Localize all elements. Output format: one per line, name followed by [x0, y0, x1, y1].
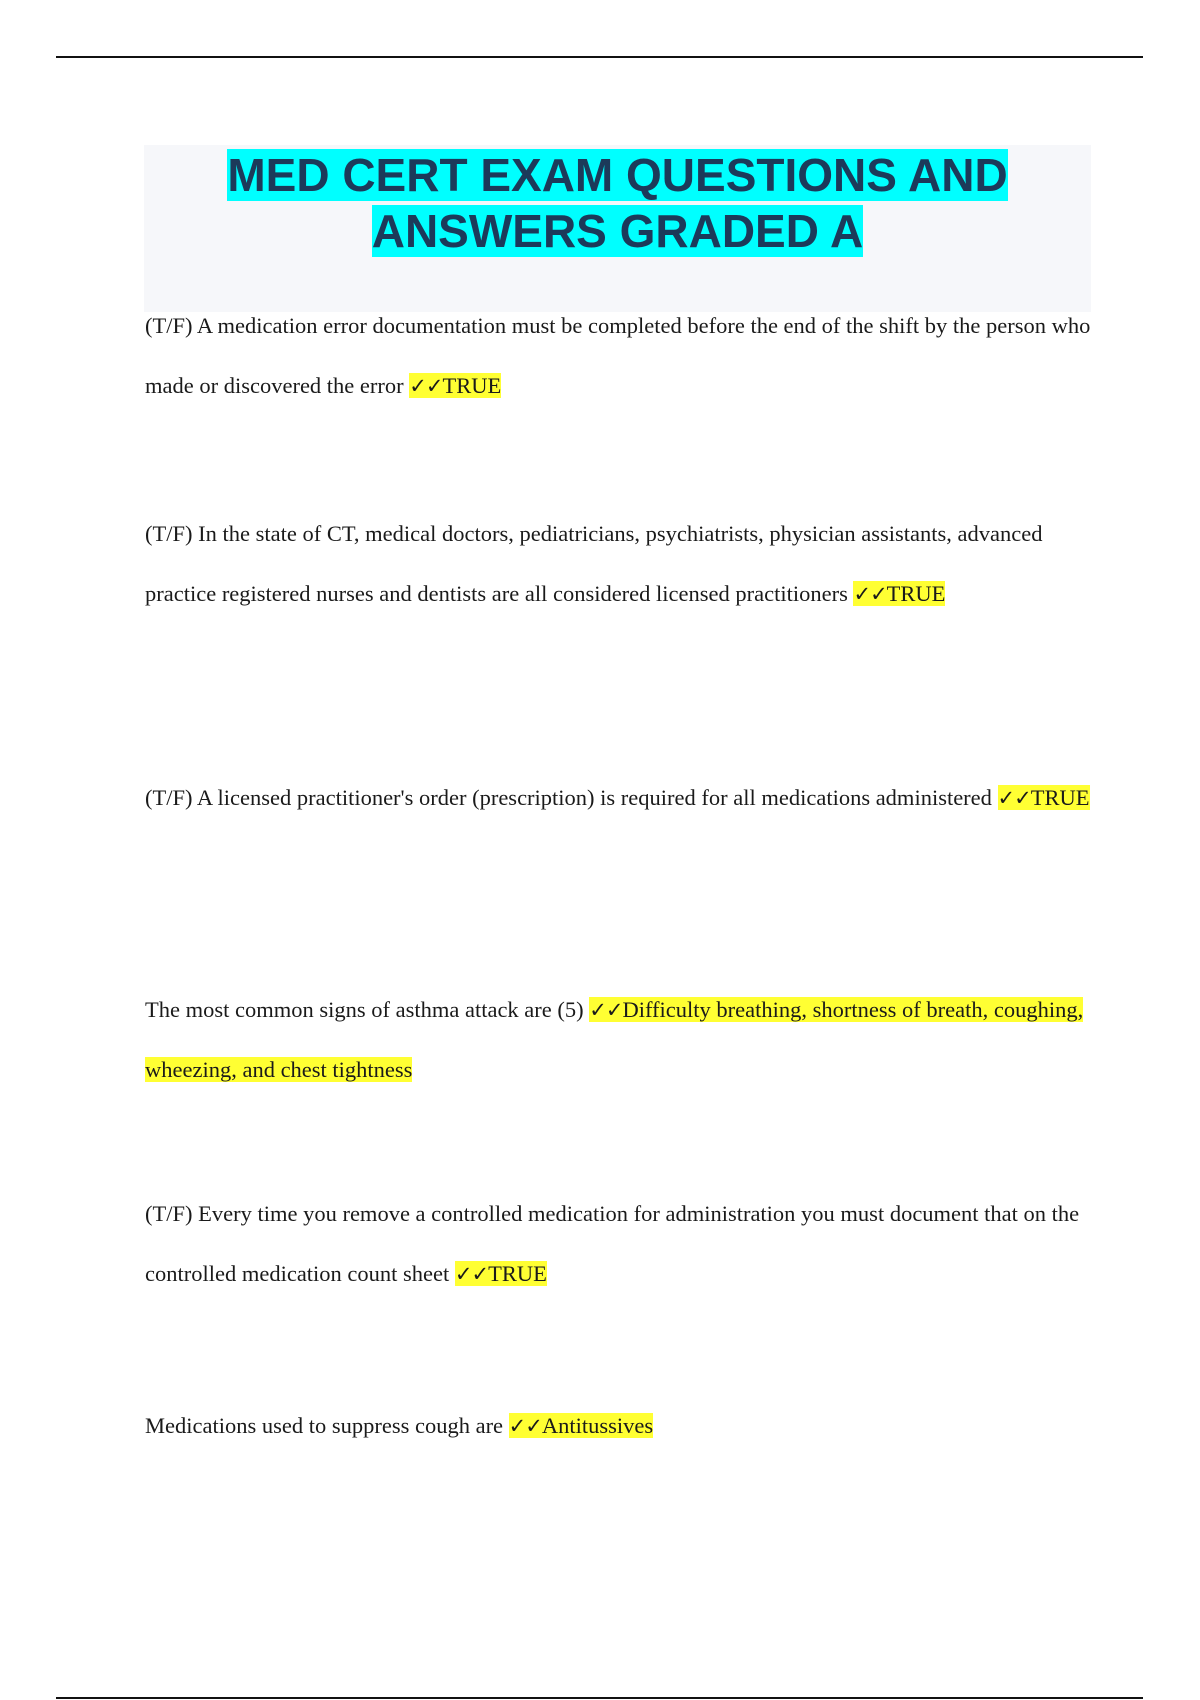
- title-line-2: ANSWERS GRADED A: [371, 205, 864, 257]
- qa-item-5: [145, 1184, 1095, 1304]
- qa-item-6: [145, 1396, 1095, 1456]
- qa-item-4: [145, 980, 1095, 1100]
- question-text: (T/F) In the state of CT, medical doctors, pediatricians, psychiatrists, physician assistants, advanced practice registered nurses and dentists are all considered licensed practitioners: [145, 521, 1043, 606]
- question-text: (T/F) Every time you remove a controlled medication for administration you must document that on the controlled medication count sheet: [145, 1201, 1080, 1286]
- double-check-icon: ✓✓: [853, 582, 887, 606]
- question-text: The most common signs of asthma attack are (5): [145, 997, 590, 1022]
- answer-text: Difficulty breathing, shortness of breath, coughing, wheezing, and chest tightness: [145, 997, 1084, 1082]
- answer-highlight: [509, 1413, 653, 1438]
- double-check-icon: ✓✓: [508, 1414, 542, 1438]
- qa-item-3: [145, 768, 1095, 828]
- title-box: [144, 145, 1091, 312]
- footer-rule: [56, 1697, 1143, 1699]
- answer-text: TRUE: [488, 1261, 547, 1286]
- document-title: [144, 145, 1091, 259]
- answer-highlight: [409, 373, 501, 398]
- question-text: (T/F) A medication error documentation must be completed before the end of the shift by the person who made or discovered the error: [145, 313, 1091, 398]
- qa-item-2: [145, 504, 1095, 624]
- answer-highlight: [455, 1261, 547, 1286]
- answer-text: TRUE: [1030, 785, 1090, 810]
- answer-highlight: [998, 785, 1090, 810]
- question-text: Medications used to suppress cough are: [145, 1413, 509, 1438]
- question-text: (T/F) A licensed practitioner's order (prescription) is required for all medications administered: [145, 785, 998, 810]
- answer-text: TRUE: [442, 373, 502, 398]
- double-check-icon: ✓✓: [454, 1262, 489, 1286]
- answer-highlight: [853, 581, 945, 606]
- qa-item-1: [145, 296, 1095, 416]
- answer-text: Antitussives: [541, 1413, 654, 1438]
- double-check-icon: ✓✓: [409, 374, 443, 398]
- title-line-1: MED CERT EXAM QUESTIONS AND: [227, 149, 1008, 201]
- double-check-icon: ✓✓: [589, 998, 623, 1022]
- answer-text: TRUE: [886, 581, 946, 606]
- double-check-icon: ✓✓: [997, 786, 1031, 810]
- header-rule: [56, 56, 1143, 58]
